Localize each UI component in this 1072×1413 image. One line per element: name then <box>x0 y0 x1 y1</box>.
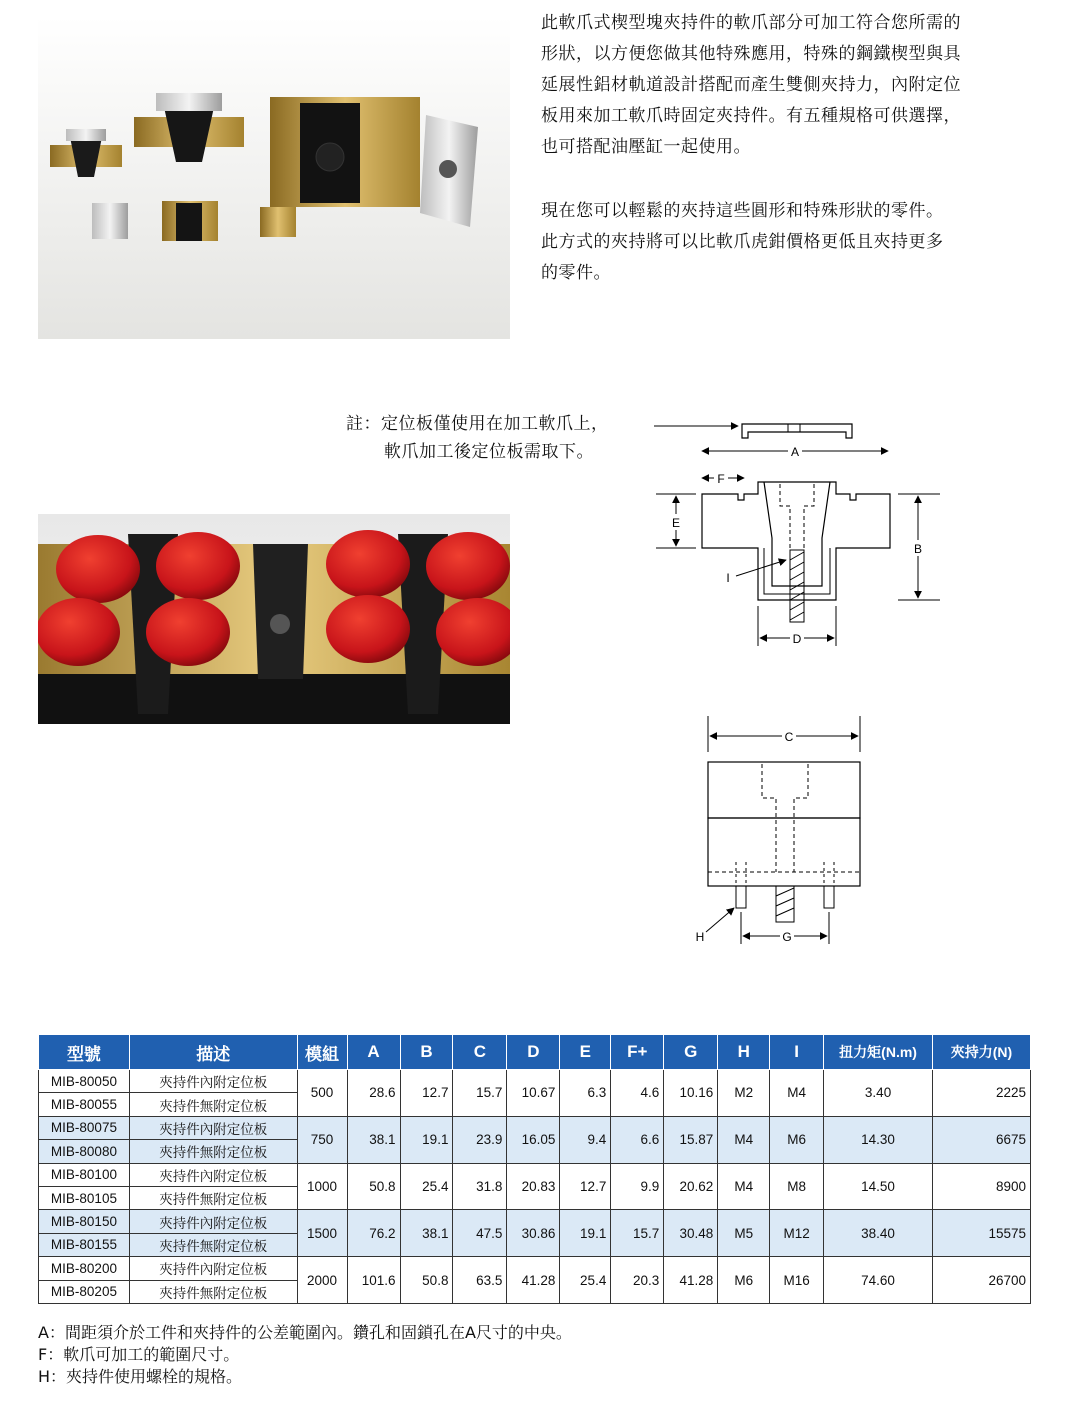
b-cell: 19.1 <box>400 1116 453 1163</box>
a-cell: 101.6 <box>347 1257 400 1304</box>
c-cell: 23.9 <box>453 1116 507 1163</box>
desc-cell: 夾持件無附定位板 <box>129 1233 297 1256</box>
c-cell: 31.8 <box>453 1163 507 1210</box>
note-line-2: 軟爪加工後定位板需取下。 <box>384 442 594 462</box>
table-row <box>39 1163 1031 1186</box>
col-header-a: A <box>347 1035 400 1070</box>
front-view-diagram <box>640 410 940 660</box>
table-row <box>39 1116 1031 1139</box>
desc-cell: 夾持件內附定位板 <box>129 1116 297 1139</box>
footnote-h: H：夾持件使用螺栓的規格。 <box>38 1367 243 1386</box>
force-cell: 26700 <box>932 1257 1030 1304</box>
dim-label-g: G <box>782 930 792 944</box>
h-cell: M4 <box>718 1163 770 1210</box>
col-header-torque: 扭力矩(N.m) <box>824 1035 933 1070</box>
col-header-g: G <box>664 1035 718 1070</box>
force-cell: 2225 <box>932 1070 1030 1117</box>
col-header-b: B <box>400 1035 453 1070</box>
col-header-c: C <box>453 1035 507 1070</box>
b-cell: 50.8 <box>400 1257 453 1304</box>
g-cell: 30.48 <box>664 1210 718 1257</box>
dim-label-f: F <box>717 472 725 486</box>
f-cell: 15.7 <box>611 1210 664 1257</box>
dim-label-a: A <box>790 445 800 459</box>
col-header-d: D <box>507 1035 560 1070</box>
d-cell: 41.28 <box>507 1257 560 1304</box>
torque-cell: 14.30 <box>824 1116 933 1163</box>
a-cell: 28.6 <box>347 1070 400 1117</box>
c-cell: 15.7 <box>453 1070 507 1117</box>
desc-cell: 夾持件內附定位板 <box>129 1163 297 1186</box>
desc-cell: 夾持件無附定位板 <box>129 1093 297 1116</box>
intro-line: 現在您可以輕鬆的夾持這些圓形和特殊形狀的零件。 <box>541 201 944 221</box>
module-cell: 2000 <box>297 1257 347 1304</box>
desc-cell: 夾持件無附定位板 <box>129 1140 297 1163</box>
product-photo-red-parts <box>38 514 510 724</box>
force-cell: 15575 <box>932 1210 1030 1257</box>
intro-paragraph-1 <box>541 8 961 163</box>
intro-line: 延展性鋁材軌道設計搭配而產生雙側夾持力，內附定位 <box>541 75 961 95</box>
desc-cell: 夾持件無附定位板 <box>129 1280 297 1303</box>
col-header-desc: 描述 <box>129 1035 297 1070</box>
f-cell: 4.6 <box>611 1070 664 1117</box>
col-header-module: 模組 <box>297 1035 347 1070</box>
module-cell: 1000 <box>297 1163 347 1210</box>
dim-label-d: D <box>792 632 802 646</box>
model-cell: MIB-80155 <box>39 1233 130 1256</box>
col-header-i: I <box>770 1035 824 1070</box>
e-cell: 19.1 <box>560 1210 611 1257</box>
h-cell: M2 <box>718 1070 770 1117</box>
model-cell: MIB-80050 <box>39 1070 130 1093</box>
desc-cell: 夾持件內附定位板 <box>129 1070 297 1093</box>
b-cell: 38.1 <box>400 1210 453 1257</box>
col-header-force: 夾持力(N) <box>932 1035 1030 1070</box>
intro-line: 也可搭配油壓缸一起使用。 <box>541 137 751 157</box>
model-cell: MIB-80105 <box>39 1186 130 1209</box>
h-cell: M4 <box>718 1116 770 1163</box>
side-view-diagram <box>690 712 880 952</box>
model-cell: MIB-80200 <box>39 1257 130 1280</box>
intro-line: 此軟爪式楔型塊夾持件的軟爪部分可加工符合您所需的 <box>541 13 961 33</box>
note-line-1: 註：定位板僅使用在加工軟爪上， <box>346 414 609 434</box>
col-header-f: F+ <box>611 1035 664 1070</box>
col-header-model: 型號 <box>39 1035 130 1070</box>
force-cell: 6675 <box>932 1116 1030 1163</box>
desc-cell: 夾持件內附定位板 <box>129 1257 297 1280</box>
d-cell: 10.67 <box>507 1070 560 1117</box>
g-cell: 10.16 <box>664 1070 718 1117</box>
a-cell: 38.1 <box>347 1116 400 1163</box>
c-cell: 63.5 <box>453 1257 507 1304</box>
intro-paragraph-2 <box>541 196 944 289</box>
d-cell: 20.83 <box>507 1163 560 1210</box>
torque-cell: 38.40 <box>824 1210 933 1257</box>
a-cell: 50.8 <box>347 1163 400 1210</box>
e-cell: 12.7 <box>560 1163 611 1210</box>
intro-line: 此方式的夾持將可以比軟爪虎鉗價格更低且夾持更多 <box>541 232 944 252</box>
product-photo-wedge-clamps <box>38 17 510 339</box>
i-cell: M8 <box>770 1163 824 1210</box>
c-cell: 47.5 <box>453 1210 507 1257</box>
torque-cell: 74.60 <box>824 1257 933 1304</box>
b-cell: 25.4 <box>400 1163 453 1210</box>
table-header-row <box>39 1035 1031 1070</box>
spec-table <box>38 1034 1031 1304</box>
table-row <box>39 1070 1031 1093</box>
dim-label-h: H <box>695 930 705 944</box>
desc-cell: 夾持件內附定位板 <box>129 1210 297 1233</box>
col-header-e: E <box>560 1035 611 1070</box>
i-cell: M16 <box>770 1257 824 1304</box>
footnote-f: F：軟爪可加工的範圍尺寸。 <box>38 1345 240 1364</box>
module-cell: 1500 <box>297 1210 347 1257</box>
d-cell: 30.86 <box>507 1210 560 1257</box>
model-cell: MIB-80150 <box>39 1210 130 1233</box>
intro-line: 的零件。 <box>541 263 611 283</box>
model-cell: MIB-80205 <box>39 1280 130 1303</box>
dim-label-i: I <box>726 571 730 585</box>
e-cell: 25.4 <box>560 1257 611 1304</box>
intro-line: 板用來加工軟爪時固定夾持件。有五種規格可供選擇， <box>541 106 961 126</box>
i-cell: M6 <box>770 1116 824 1163</box>
torque-cell: 3.40 <box>824 1070 933 1117</box>
g-cell: 15.87 <box>664 1116 718 1163</box>
e-cell: 6.3 <box>560 1070 611 1117</box>
table-row <box>39 1210 1031 1233</box>
a-cell: 76.2 <box>347 1210 400 1257</box>
h-cell: M5 <box>718 1210 770 1257</box>
i-cell: M4 <box>770 1070 824 1117</box>
g-cell: 41.28 <box>664 1257 718 1304</box>
desc-cell: 夾持件無附定位板 <box>129 1186 297 1209</box>
model-cell: MIB-80100 <box>39 1163 130 1186</box>
model-cell: MIB-80055 <box>39 1093 130 1116</box>
table-row <box>39 1257 1031 1280</box>
dim-label-c: C <box>784 730 794 744</box>
f-cell: 6.6 <box>611 1116 664 1163</box>
f-cell: 20.3 <box>611 1257 664 1304</box>
g-cell: 20.62 <box>664 1163 718 1210</box>
col-header-h: H <box>718 1035 770 1070</box>
f-cell: 9.9 <box>611 1163 664 1210</box>
module-cell: 750 <box>297 1116 347 1163</box>
force-cell: 8900 <box>932 1163 1030 1210</box>
h-cell: M6 <box>718 1257 770 1304</box>
footnotes <box>38 1322 572 1388</box>
model-cell: MIB-80080 <box>39 1140 130 1163</box>
i-cell: M12 <box>770 1210 824 1257</box>
b-cell: 12.7 <box>400 1070 453 1117</box>
e-cell: 9.4 <box>560 1116 611 1163</box>
d-cell: 16.05 <box>507 1116 560 1163</box>
note-text <box>346 410 609 466</box>
module-cell: 500 <box>297 1070 347 1117</box>
torque-cell: 14.50 <box>824 1163 933 1210</box>
model-cell: MIB-80075 <box>39 1116 130 1139</box>
dim-label-e: E <box>671 516 681 530</box>
intro-line: 形狀，以方便您做其他特殊應用，特殊的鋼鐵楔型與具 <box>541 44 961 64</box>
footnote-a: A：間距須介於工件和夾持件的公差範圍內。鑽孔和固鎖孔在A尺寸的中央。 <box>38 1323 572 1342</box>
dim-label-b: B <box>913 542 923 556</box>
